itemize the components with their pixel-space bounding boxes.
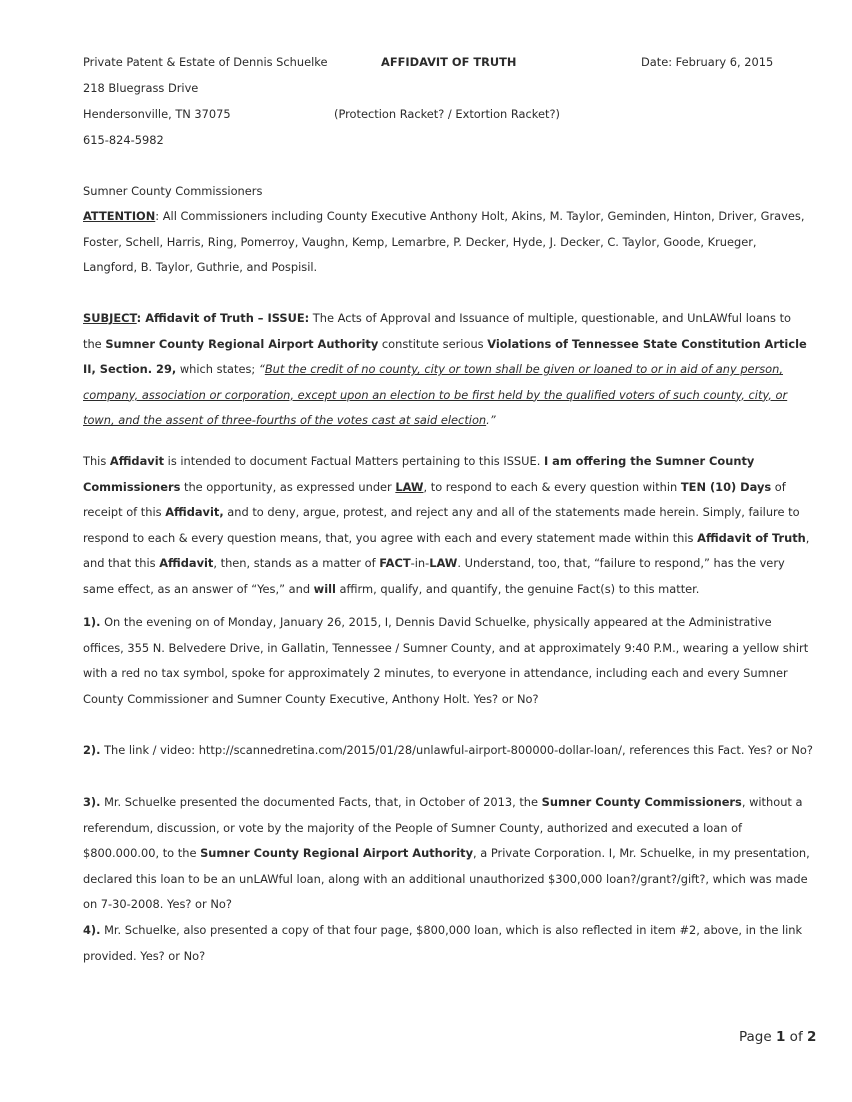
sender-city: Hendersonville, TN 37075 xyxy=(83,107,231,121)
intro-text: of receipt of this xyxy=(83,479,786,519)
item-number: 1). xyxy=(83,615,101,629)
quote-open: “ xyxy=(258,362,265,376)
subject-airport-authority: Sumner County Regional Airport Authority xyxy=(105,336,379,351)
intro-text: and to deny, argue, protest, and reject any and all of the statements made herein. Simply, failure to respond to each & every question means, that, you agree with each and every statement made within this xyxy=(83,505,800,545)
item-text: , a Private Corporation. I, Mr. Schuelke, in my presentation, declared this loan to be an unLAWful loan, along with an additional unauthorized $300,000 loan?/grant?/gift?, which was made on 7-30-2008. Yes? or No? xyxy=(83,846,810,911)
document-subtitle: (Protection Racket? / Extortion Racket?) xyxy=(334,107,560,121)
sender-street: 218 Bluegrass Drive xyxy=(83,81,199,95)
attention-text: : All Commissioners including County Executive Anthony Holt, Akins, M. Taylor, Geminden, Hinton, Driver, Graves, Foster, Schell, Harris, Ring, Pomerroy, Vaughn, Kemp, Lemarbre, P. Decker, Hyde, J. Decker, C. Taylor, Goode, Krueger, Langford, B. Taylor, Guthrie, and Pospisil. xyxy=(83,209,805,274)
item-3 xyxy=(83,790,813,918)
subject-text-1: The Acts of Approval and Issuance of multiple, questionable, and UnLAWful loans to the xyxy=(83,311,792,351)
intro-text: , and that this xyxy=(83,530,810,570)
recipient: Sumner County Commissioners xyxy=(83,184,263,198)
intro-bold: Affidavit, xyxy=(165,505,224,519)
subject-constitution-ref: Violations of Tennessee State Constitution Article II, Section. 29, xyxy=(83,336,807,376)
item-text: The link / video: http://scannedretina.com/2015/01/28/unlawful-airport-800000-dollar-loan/, references this Fact. Yes? or No? xyxy=(100,743,813,757)
intro-text: , then, stands as a matter of xyxy=(213,556,380,570)
document-title: AFFIDAVIT OF TRUTH xyxy=(381,55,517,69)
constitution-quote: But the credit of no county, city or town shall be given or loaned to or in aid of any person, company, association or corporation, except upon an election to be first held by the qualified voters of such county, city, or town, and the assent of three-fourths of the votes cast at said election xyxy=(83,362,788,427)
current-page: 1 xyxy=(775,1029,786,1045)
intro-text: is intended to document Factual Matters pertaining to this ISSUE. xyxy=(164,454,544,468)
subject-label: SUBJECT xyxy=(83,311,137,325)
of-word: of xyxy=(785,1029,807,1045)
intro-text: This xyxy=(83,454,110,468)
page-number xyxy=(739,1029,816,1045)
intro-text: . Understand, too, that, “failure to respond,” has the very same effect, as an answer of “Yes,” and xyxy=(83,556,785,596)
item-text: On the evening on of Monday, January 26, 2015, I, Dennis David Schuelke, physically appeared at the Administrative offices, 355 N. Belvedere Drive, in Gallatin, Tennessee / Sumner County, and at approximately 9:40 P.M., wearing a yellow shirt with a red no tax symbol, spoke for approximately 2 minutes, to everyone in attendance, including each and every Sumner County Commissioner and Sumner County Executive, Anthony Holt. Yes? or No? xyxy=(83,615,809,706)
page-word: Page xyxy=(739,1029,776,1045)
item-number: 4). xyxy=(83,923,101,937)
intro-text: affirm, qualify, and quantify, the genuine Fact(s) to this matter. xyxy=(335,581,700,596)
intro-paragraph xyxy=(83,449,813,602)
quote-close: .” xyxy=(486,413,496,427)
intro-bold: LAW xyxy=(429,556,458,570)
intro-text: the opportunity, as expressed under xyxy=(180,479,396,494)
item-2 xyxy=(83,738,813,764)
intro-bold: Affidavit xyxy=(159,556,214,570)
intro-bold: Affidavit xyxy=(109,454,165,468)
intro-bold: LAW xyxy=(395,479,424,494)
sender-phone: 615-824-5982 xyxy=(83,133,164,147)
item-number: 3). xyxy=(83,795,101,809)
item-1 xyxy=(83,610,813,712)
item-text: Mr. Schuelke, also presented a copy of that four page, $800,000 loan, which is also reflected in item #2, above, in the link provided. Yes? or No? xyxy=(83,923,803,963)
subject-heading: : Affidavit of Truth – ISSUE: xyxy=(136,311,310,325)
attention-label: ATTENTION xyxy=(83,209,156,223)
intro-text: , to respond to each & every question within xyxy=(423,479,681,494)
total-pages: 2 xyxy=(807,1029,817,1045)
attention-paragraph xyxy=(83,204,813,281)
intro-bold: FACT xyxy=(379,556,411,570)
intro-text: -in- xyxy=(410,556,430,570)
item-bold: Sumner County Commissioners xyxy=(541,795,742,809)
item-text: , without a referendum, discussion, or vote by the majority of the People of Sumner County, authorized and executed a loan of $800.000.00, to the xyxy=(83,795,803,860)
item-text: Mr. Schuelke presented the documented Facts, that, in October of 2013, the xyxy=(100,795,542,809)
intro-bold: TEN (10) Days xyxy=(680,479,772,494)
subject-paragraph xyxy=(83,306,813,434)
subject-text-2: constitute serious xyxy=(378,336,488,351)
intro-bold: I am offering the Sumner County Commissioners xyxy=(83,454,755,494)
document-date: Date: February 6, 2015 xyxy=(641,55,774,69)
intro-bold: will xyxy=(313,581,336,596)
subject-text-3: which states; xyxy=(176,362,256,376)
sender-name: Private Patent & Estate of Dennis Schuelke xyxy=(83,55,328,69)
intro-bold: Affidavit of Truth xyxy=(697,530,806,545)
item-4 xyxy=(83,918,813,969)
item-number: 2). xyxy=(83,743,101,757)
item-bold: Sumner County Regional Airport Authority xyxy=(200,846,474,860)
